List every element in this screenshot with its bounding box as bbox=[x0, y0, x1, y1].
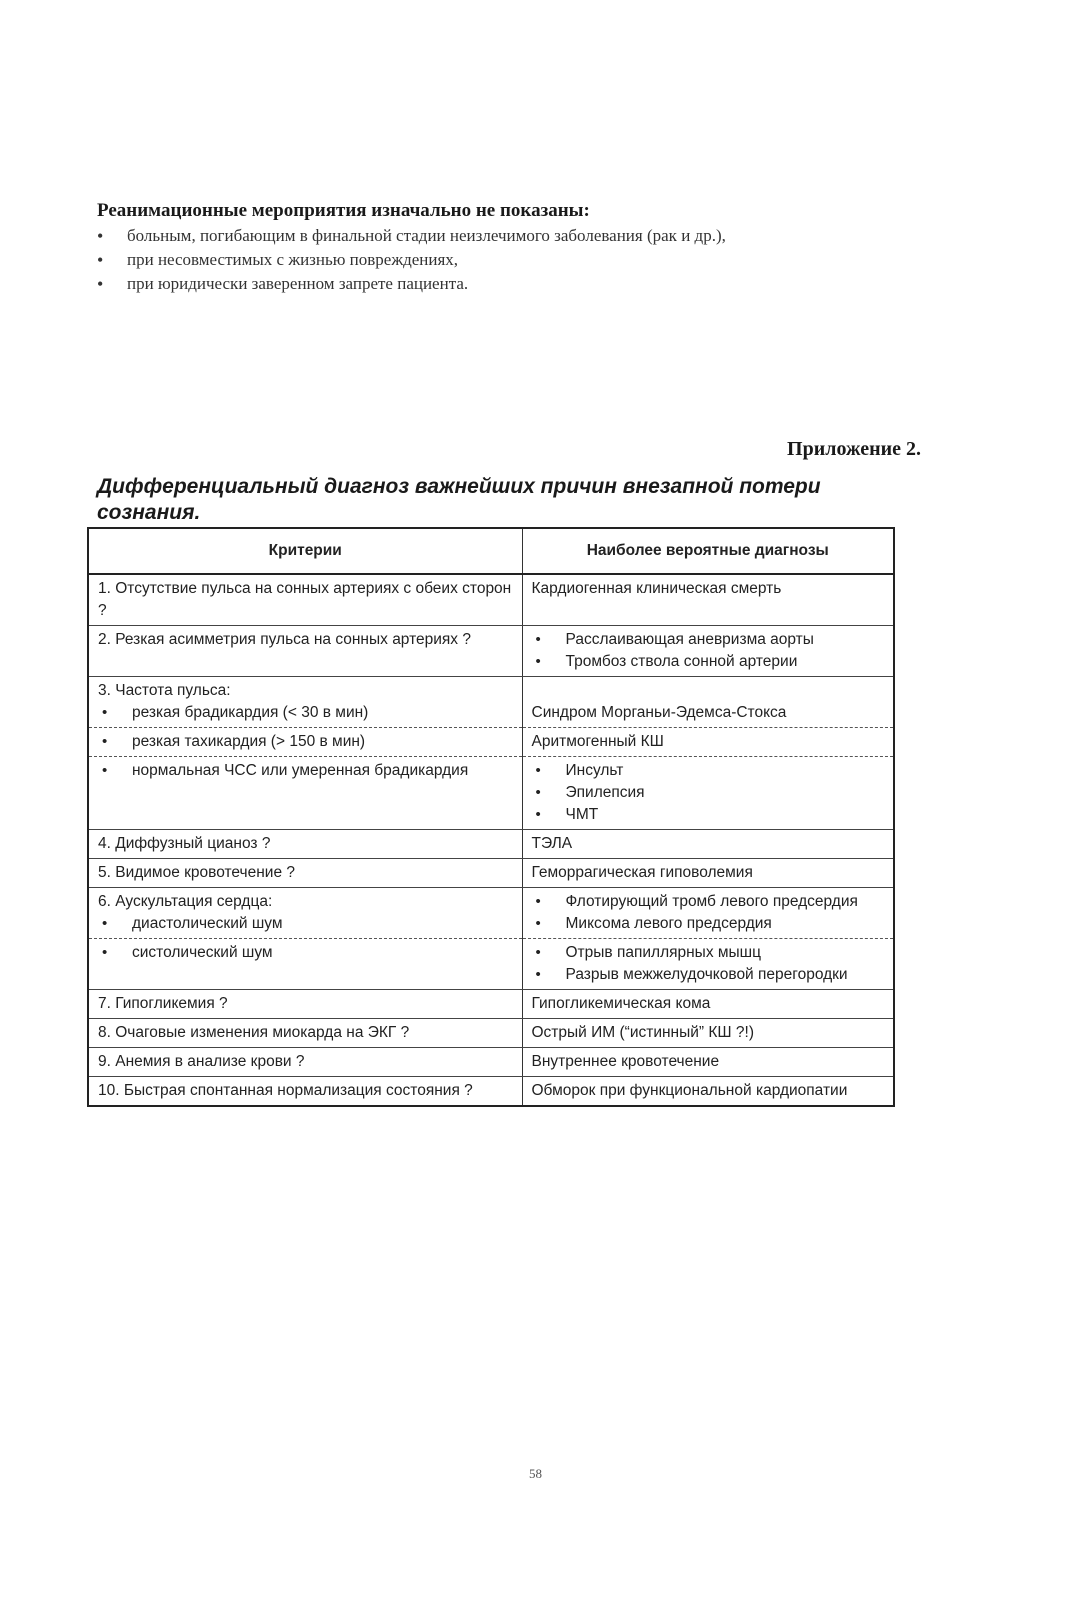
diagnosis-cell: Кардиогенная клиническая смерть bbox=[522, 574, 894, 626]
differential-diagnosis-table bbox=[87, 527, 895, 1107]
table-row bbox=[88, 859, 894, 888]
contraindications-list bbox=[97, 224, 927, 296]
criteria-cell bbox=[88, 702, 522, 728]
diagnosis-cell: Геморрагическая гиповолемия bbox=[522, 859, 894, 888]
diagnosis-cell bbox=[522, 626, 894, 677]
diagnosis-cell: ТЭЛА bbox=[522, 830, 894, 859]
table-row bbox=[88, 677, 894, 703]
criteria-cell: 1. Отсутствие пульса на сонных артериях с обеих сторон ? bbox=[88, 574, 522, 626]
criteria-cell: 4. Диффузный цианоз ? bbox=[88, 830, 522, 859]
table-header-row bbox=[88, 528, 894, 574]
diagnosis-cell: Гипогликемическая кома bbox=[522, 990, 894, 1019]
criteria-cell: 8. Очаговые изменения миокарда на ЭКГ ? bbox=[88, 1019, 522, 1048]
diagnosis-cell: Внутреннее кровотечение bbox=[522, 1048, 894, 1077]
table-row bbox=[88, 830, 894, 859]
criteria-cell: 5. Видимое кровотечение ? bbox=[88, 859, 522, 888]
criteria-cell bbox=[88, 728, 522, 757]
diagnosis-item: • Тромбоз ствола сонной артерии bbox=[532, 651, 886, 673]
diagnosis-item: • Миксома левого предсердия bbox=[532, 913, 886, 935]
diagnosis-item: • Расслаивающая аневризма аорты bbox=[532, 629, 886, 651]
criteria-item: • нормальная ЧСС или умеренная брадикардия bbox=[98, 760, 514, 782]
table-row bbox=[88, 728, 894, 757]
list-item: • при несовместимых с жизнью повреждениях, bbox=[97, 248, 927, 272]
diagnosis-item: • Отрыв папиллярных мышц bbox=[532, 942, 886, 964]
criteria-item: • резкая брадикардия (< 30 в мин) bbox=[98, 702, 514, 724]
diagnosis-item: • Флотирующий тромб левого предсердия bbox=[532, 891, 886, 913]
diagnosis-item: • ЧМТ bbox=[532, 804, 886, 826]
criteria-cell: 2. Резкая асимметрия пульса на сонных артериях ? bbox=[88, 626, 522, 677]
criteria-cell: 9. Анемия в анализе крови ? bbox=[88, 1048, 522, 1077]
criteria-cell: 3. Частота пульса: bbox=[88, 677, 522, 703]
criteria-cell: 7. Гипогликемия ? bbox=[88, 990, 522, 1019]
diagnosis-cell: Синдром Морганьи-Эдемса-Стокса bbox=[522, 702, 894, 728]
header-criteria: Критерии bbox=[88, 528, 522, 574]
appendix-label: Приложение 2. bbox=[787, 438, 921, 460]
criteria-cell: 10. Быстрая спонтанная нормализация состояния ? bbox=[88, 1077, 522, 1107]
table-row bbox=[88, 626, 894, 677]
table-row bbox=[88, 1077, 894, 1107]
table-row bbox=[88, 990, 894, 1019]
table-row bbox=[88, 574, 894, 626]
diagnosis-cell bbox=[522, 677, 894, 703]
header-diagnoses: Наиболее вероятные диагнозы bbox=[522, 528, 894, 574]
list-item: • при юридически заверенном запрете пациента. bbox=[97, 272, 927, 296]
section-title: Реанимационные мероприятия изначально не показаны: bbox=[97, 200, 590, 221]
table-row bbox=[88, 888, 894, 939]
table-title: Дифференциальный диагноз важнейших причин внезапной потери сознания. bbox=[97, 475, 821, 524]
criteria-cell bbox=[88, 757, 522, 830]
page-number: 58 bbox=[529, 1466, 542, 1481]
diagnosis-cell bbox=[522, 939, 894, 990]
criteria-cell bbox=[88, 939, 522, 990]
diagnosis-cell: Обморок при функциональной кардиопатии bbox=[522, 1077, 894, 1107]
diagnosis-cell: Аритмогенный КШ bbox=[522, 728, 894, 757]
table-row bbox=[88, 757, 894, 830]
criteria-item: • резкая тахикардия (> 150 в мин) bbox=[98, 731, 514, 753]
criteria-item: • диастолический шум bbox=[98, 913, 514, 935]
table-row bbox=[88, 939, 894, 990]
diagnosis-cell: Острый ИМ (“истинный” КШ ?!) bbox=[522, 1019, 894, 1048]
table-row bbox=[88, 702, 894, 728]
table-row bbox=[88, 1019, 894, 1048]
table-row bbox=[88, 1048, 894, 1077]
criteria-item: • систолический шум bbox=[98, 942, 514, 964]
list-item: • больным, погибающим в финальной стадии неизлечимого заболевания (рак и др.), bbox=[97, 224, 927, 248]
diagnosis-item: • Инсульт bbox=[532, 760, 886, 782]
criteria-heading: 6. Аускультация сердца: bbox=[98, 893, 273, 910]
diagnosis-cell bbox=[522, 888, 894, 939]
diagnosis-cell bbox=[522, 757, 894, 830]
diagnosis-item: • Разрыв межжелудочковой перегородки bbox=[532, 964, 886, 986]
criteria-cell bbox=[88, 888, 522, 939]
diagnosis-item: • Эпилепсия bbox=[532, 782, 886, 804]
